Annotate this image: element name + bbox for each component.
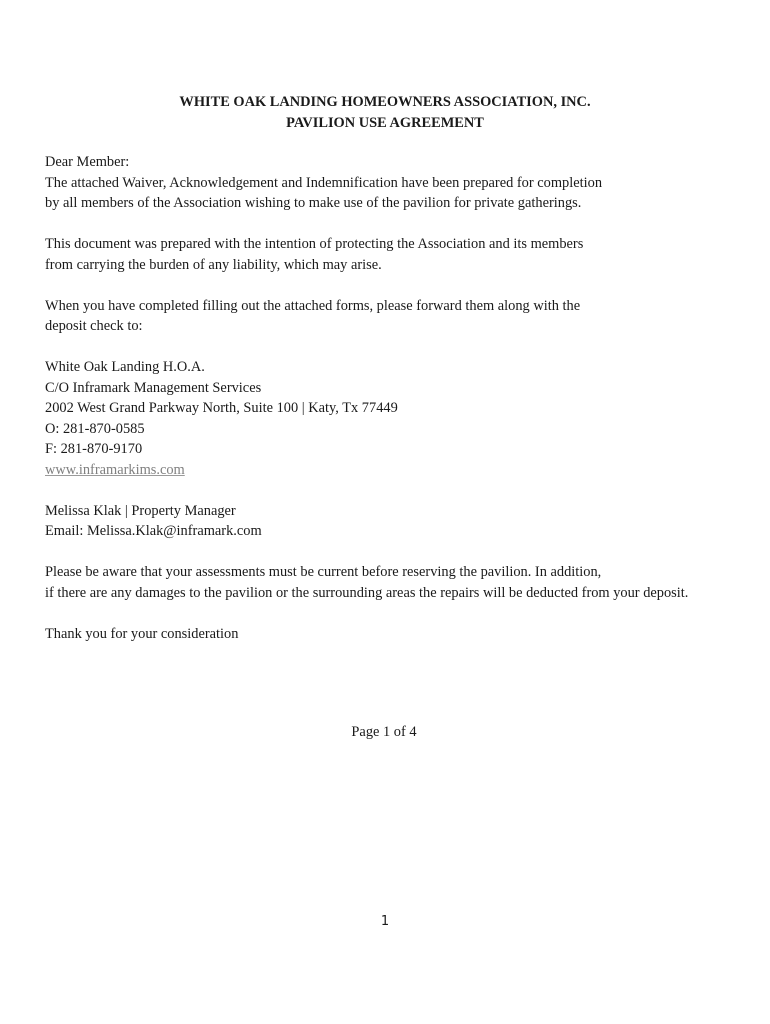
intro-paragraph xyxy=(45,152,745,214)
greeting: Dear Member: xyxy=(45,154,130,170)
fax-number: F: 281-870-9170 xyxy=(45,441,143,457)
forward-line: deposit check to: xyxy=(45,318,143,334)
letter-body xyxy=(45,152,745,665)
address-care-of: C/O Inframark Management Services xyxy=(45,379,262,396)
purpose-line: This document was prepared with the intention of protecting the Association and its members xyxy=(45,236,584,252)
forward-line: When you have completed filling out the attached forms, please forward them along with the xyxy=(45,297,581,314)
website-link[interactable]: www.inframarkims.com xyxy=(45,461,185,478)
contact-block xyxy=(45,501,745,542)
forward-paragraph xyxy=(45,296,745,337)
notice-paragraph xyxy=(45,562,745,603)
address-name: White Oak Landing H.O.A. xyxy=(45,359,205,375)
page-of-label xyxy=(0,722,770,742)
purpose-line: from carrying the burden of any liability, which may arise. xyxy=(45,256,382,273)
document-title xyxy=(0,92,770,134)
page-number: 1 xyxy=(380,914,390,929)
notice-line: Please be aware that your assessments must be current before reserving the pavilion. In addition, xyxy=(45,564,602,580)
intro-line: by all members of the Association wishing to make use of the pavilion for private gatherings. xyxy=(45,195,582,211)
closing-paragraph xyxy=(45,624,745,645)
manager-email: Email: Melissa.Klak@inframark.com xyxy=(45,523,262,539)
title-line-agreement: PAVILION USE AGREEMENT xyxy=(286,115,484,131)
manager-name: Melissa Klak | Property Manager xyxy=(45,502,236,519)
mailing-address xyxy=(45,357,745,480)
notice-line: if there are any damages to the pavilion or the surrounding areas the repairs will be deducted from your deposit. xyxy=(45,584,689,601)
office-phone: O: 281-870-0585 xyxy=(45,420,145,437)
title-line-association: WHITE OAK LANDING HOMEOWNERS ASSOCIATION, INC. xyxy=(179,94,591,110)
intro-line: The attached Waiver, Acknowledgement and Indemnification have been prepared for completion xyxy=(45,174,603,191)
purpose-paragraph xyxy=(45,234,745,275)
page-of-text: Page 1 of 4 xyxy=(351,724,417,740)
address-street: 2002 West Grand Parkway North, Suite 100 | Katy, Tx 77449 xyxy=(45,400,398,416)
closing-line: Thank you for your consideration xyxy=(45,625,239,642)
